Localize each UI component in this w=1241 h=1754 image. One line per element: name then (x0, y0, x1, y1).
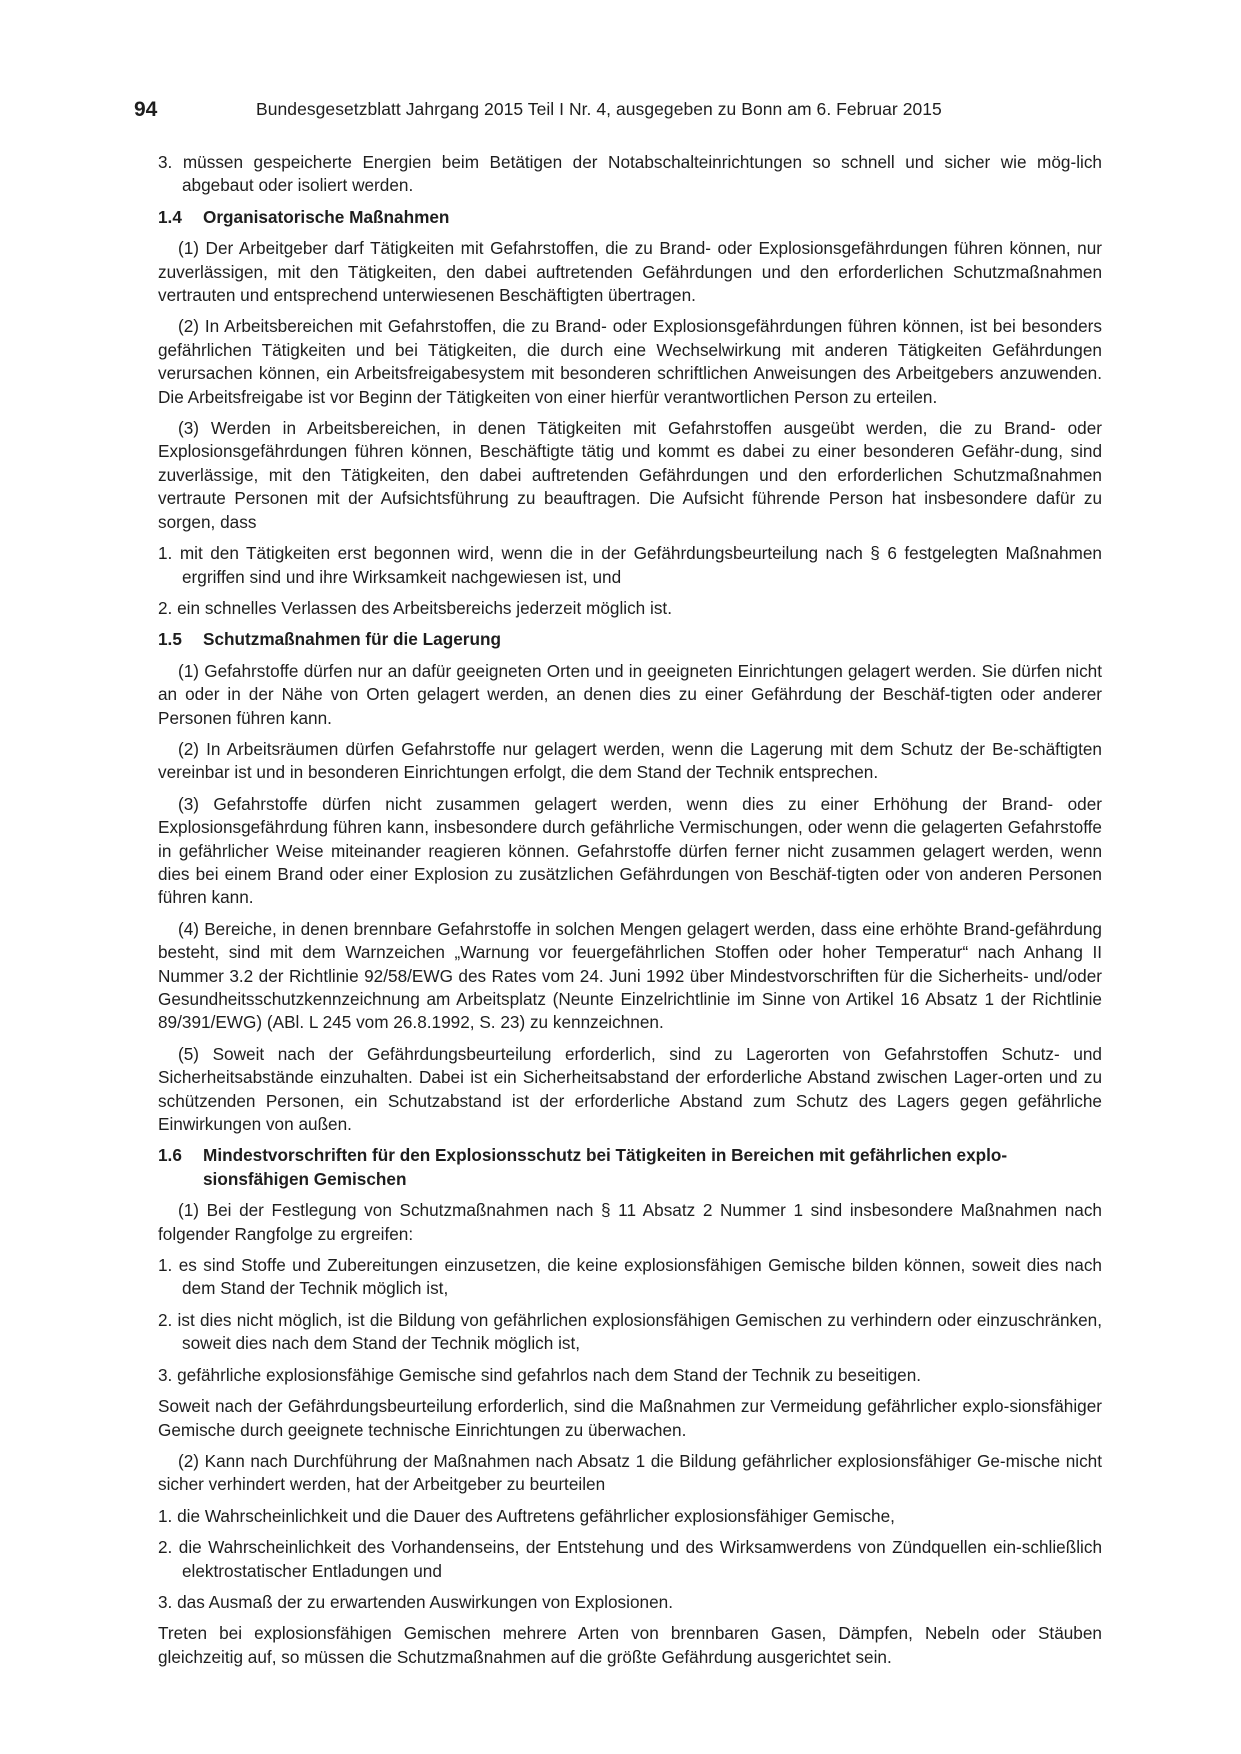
paragraph: (1) Gefahrstoffe dürfen nur an dafür geeigneten Orten und in geeigneten Einrichtungen gelagert werden. Sie dürfen nicht an oder in der Nähe von Orten gelagert werden, an denen dies zu einer Gefährdung der Beschäf-tigten oder anderer Personen führen kann. (158, 660, 1102, 728)
list-item: 3. müssen gespeicherte Energien beim Betätigen der Notabschalteinrichtungen so schnell und sicher wie mög-lich abgebaut oder isoliert werden. (158, 152, 1102, 196)
paragraph: (5) Soweit nach der Gefährdungsbeurteilung erforderlich, sind zu Lagerorten von Gefahrstoffen Schutz- und Sicherheitsabstände einzuhalten. Dabei ist ein Sicherheitsabstand der erforderliche Abstand zwischen Lager-orten und zu schützenden Personen, ein Schutzabstand ist der erforderliche Abstand zum Schutz des Lagers gegen gefährliche Einwirkungen von außen. (158, 1043, 1102, 1135)
paragraph: (3) Werden in Arbeitsbereichen, in denen Tätigkeiten mit Gefahrstoffen ausgeübt werden, die zu Brand- oder Explosionsgefährdungen führen können, Beschäftigte tätig und kommt es dabei zu einer besonderen Gefähr-dung, sind zuverlässige, mit den Tätigkeiten, den dabei auftretenden Gefährdungen und den erforderlichen Schutzmaßnahmen vertraute Personen mit der Aufsichtsführung zu beauftragen. Die Aufsicht führende Person hat insbesondere dafür zu sorgen, dass (158, 418, 1102, 532)
paragraph: (4) Bereiche, in denen brennbare Gefahrstoffe in solchen Mengen gelagert werden, dass eine erhöhte Brand-gefährdung besteht, sind mit dem Warnzeichen „Warnung vor feuergefährlichen Stoffen oder hoher Temperatur“ nach Anhang II Nummer 3.2 der Richtlinie 92/58/EWG des Rates vom 24. Juni 1992 über Mindestvorschriften für die Sicherheits- und/oder Gesundheitsschutzkennzeichnung am Arbeitsplatz (Neunte Einzelrichtlinie im Sinne von Artikel 16 Absatz 1 der Richtlinie 89/391/EWG) (ABl. L 245 vom 26.8.1992, S. 23) zu kennzeichnen. (158, 918, 1102, 1033)
list-item: 2. ein schnelles Verlassen des Arbeitsbereichs jederzeit möglich ist. (158, 597, 672, 618)
section-heading (158, 1144, 1102, 1191)
section-title: Mindestvorschriften für den Explosionsschutz bei Tätigkeiten in Bereichen mit gefährlichen explo-sionsfähigen Gemischen (203, 1145, 1008, 1189)
list-item: 1. es sind Stoffe und Zubereitungen einzusetzen, die keine explosionsfähigen Gemische bilden können, soweit dies nach dem Stand der Technik möglich ist, (158, 1255, 1102, 1299)
running-head: Bundesgesetzblatt Jahrgang 2015 Teil I Nr. 4, ausgegeben zu Bonn am 6. Februar 2015 (256, 99, 942, 119)
paragraph: (3) Gefahrstoffe dürfen nicht zusammen gelagert werden, wenn dies zu einer Erhöhung der Brand- oder Explosionsgefährdung führen kann, insbesondere durch gefährliche Vermischungen, oder wenn die gelagerten Gefahrstoffe in gefährlicher Weise miteinander reagieren können. Gefahrstoffe dürfen ferner nicht zusammen gelagert werden, wenn dies bei einem Brand oder einer Explosion zu zusätzlichen Gefährdungen von Beschäf-tigten oder von anderen Personen führen kann. (158, 793, 1102, 908)
paragraph: (2) In Arbeitsräumen dürfen Gefahrstoffe nur gelagert werden, wenn die Lagerung mit dem Schutz der Be-schäftigten vereinbar ist und in besonderen Einrichtungen erfolgt, die dem Stand der Technik entsprechen. (158, 738, 1102, 783)
list-item: 3. gefährliche explosionsfähige Gemische sind gefahrlos nach dem Stand der Technik zu beseitigen. (158, 1364, 922, 1385)
list-item: 3. das Ausmaß der zu erwartenden Auswirkungen von Explosionen. (158, 1591, 673, 1612)
paragraph: (1) Bei der Festlegung von Schutzmaßnahmen nach § 11 Absatz 2 Nummer 1 sind insbesondere Maßnahmen nach folgender Rangfolge zu ergreifen: (158, 1200, 1102, 1244)
list-item: 2. die Wahrscheinlichkeit des Vorhandenseins, der Entstehung und des Wirksamwerdens von Zündquellen ein-schließlich elektrostatischer Entladungen und (158, 1537, 1102, 1581)
paragraph: (2) In Arbeitsbereichen mit Gefahrstoffen, die zu Brand- oder Explosionsgefährdungen führen können, ist bei besonders gefährlichen Tätigkeiten und bei Tätigkeiten, die durch eine Wechselwirkung mit anderen Tätigkeiten Gefährdungen verursachen können, ein Arbeitsfreigabesystem mit besonderen schriftlichen Anweisungen des Arbeitgebers anzuwenden. Die Arbeitsfreigabe ist vor Beginn der Tätigkeiten von einer hierfür verantwortlichen Person zu erteilen. (158, 316, 1102, 407)
section-number: 1.4 (158, 206, 182, 227)
list-item: 1. die Wahrscheinlichkeit und die Dauer des Auftretens gefährlicher explosionsfähiger Gemische, (158, 1505, 895, 1526)
paragraph: (2) Kann nach Durchführung der Maßnahmen nach Absatz 1 die Bildung gefährlicher explosionsfähiger Ge-mische nicht sicher verhindert werden, hat der Arbeitgeber zu beurteilen (158, 1450, 1102, 1495)
section-title: Organisatorische Maßnahmen (203, 206, 450, 227)
paragraph: (1) Der Arbeitgeber darf Tätigkeiten mit Gefahrstoffen, die zu Brand- oder Explosionsgefährdungen führen können, nur zuverlässigen, mit den Tätigkeiten, den dabei auftretenden Gefährdungen und den erforderlichen Schutzmaßnahmen vertrauten und entsprechend unterwiesenen Beschäftigten übertragen. (158, 238, 1102, 306)
paragraph: Soweit nach der Gefährdungsbeurteilung erforderlich, sind die Maßnahmen zur Vermeidung gefährlicher explo-sionsfähiger Gemische durch geeignete technische Einrichtungen zu überwachen. (158, 1396, 1102, 1440)
section-title: Schutzmaßnahmen für die Lagerung (203, 629, 501, 650)
section-heading (158, 628, 1102, 651)
list-item: 2. ist dies nicht möglich, ist die Bildung von gefährlichen explosionsfähigen Gemischen zu verhindern oder einzuschränken, soweit dies nach dem Stand der Technik möglich ist, (158, 1309, 1102, 1354)
section-number: 1.6 (158, 1145, 182, 1166)
page-number: 94 (134, 98, 158, 121)
section-heading (158, 206, 1102, 229)
page-body (158, 151, 1102, 1677)
list-item: 1. mit den Tätigkeiten erst begonnen wird, wenn die in der Gefährdungsbeurteilung nach § 6 festgelegten Maßnahmen ergriffen sind und ihre Wirksamkeit nachgewiesen ist, und (158, 543, 1102, 587)
page-header (134, 98, 1102, 128)
paragraph: Treten bei explosionsfähigen Gemischen mehrere Arten von brennbaren Gasen, Dämpfen, Nebeln oder Stäuben gleichzeitig auf, so müssen die Schutzmaßnahmen auf die größte Gefährdung ausgerichtet sein. (158, 1623, 1102, 1667)
section-number: 1.5 (158, 629, 182, 650)
